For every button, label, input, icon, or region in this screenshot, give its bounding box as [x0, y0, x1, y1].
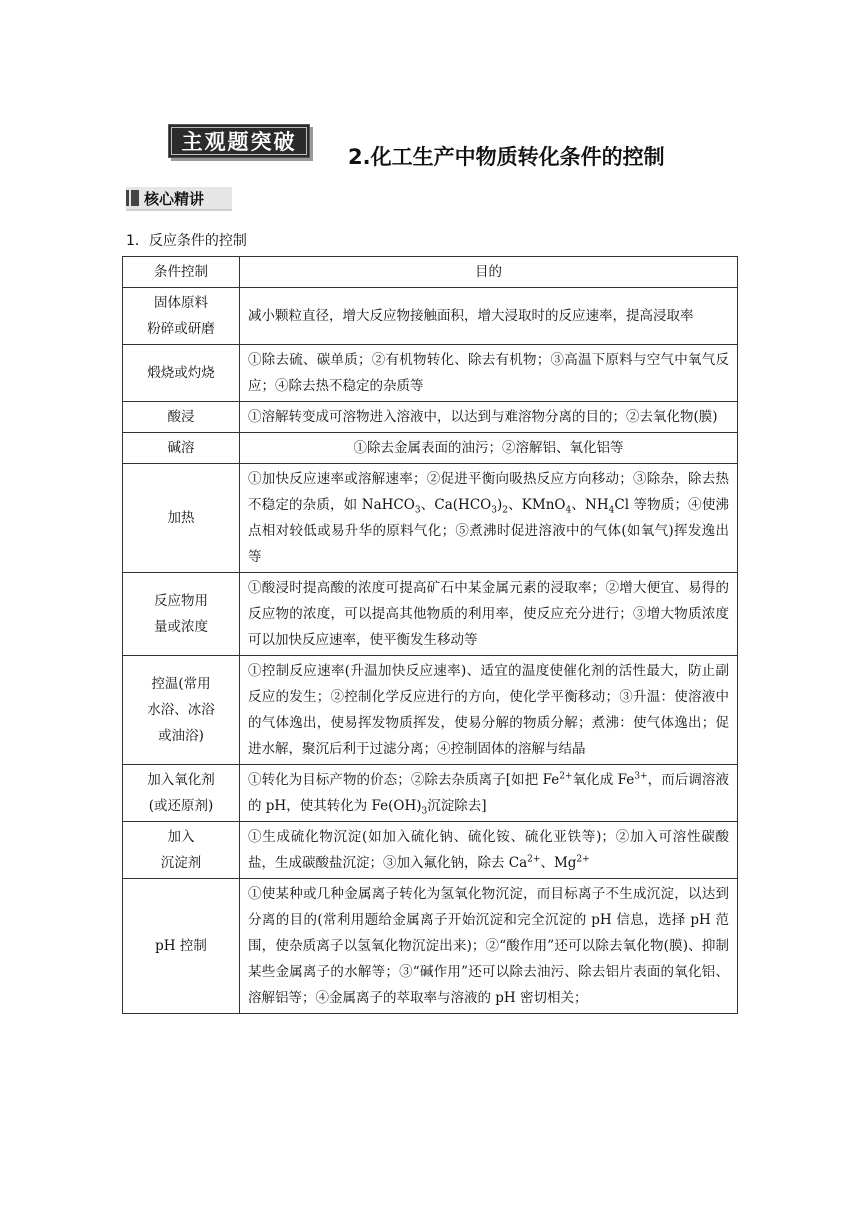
subscript: 4	[608, 505, 615, 516]
condition-text: 加入氧化剂	[147, 772, 215, 788]
purpose-cell	[240, 822, 738, 879]
topic-badge-label: 主观题突破	[181, 130, 297, 154]
purpose-text: Cl 等物质；④使沸点相对较低或易升华的原料气化；⑤煮沸时促进溶液中的气体(如氧气)挥发逸出等	[248, 497, 729, 565]
condition-cell	[123, 822, 240, 879]
purpose-text: 沉淀除去]	[427, 798, 487, 814]
purpose-cell: ①除去硫、碳单质；②有机物转化、除去有机物；③高温下原料与空气中氧气反应；④除去热不稳定的杂质等	[240, 345, 738, 402]
condition-text: 粉碎或研磨	[147, 321, 215, 337]
purpose-cell: ①除去金属表面的油污；②溶解铝、氧化铝等	[240, 433, 738, 464]
condition-text: 反应物用	[154, 593, 208, 609]
table-row	[123, 879, 738, 1014]
subscript: 2	[502, 505, 508, 516]
condition-cell	[123, 573, 240, 656]
section-header	[126, 187, 232, 211]
table-row	[123, 288, 738, 345]
purpose-text: 、NH	[571, 497, 609, 513]
table-row	[123, 573, 738, 656]
condition-cell	[123, 656, 240, 765]
purpose-text: 氧化成 Fe	[572, 772, 635, 788]
table-header-purpose: 目的	[240, 257, 738, 288]
purpose-text: ①转化为目标产物的价态；②除去杂质离子[如把 Fe	[248, 772, 560, 788]
condition-text: 酸浸	[167, 409, 195, 425]
subscript: 4	[565, 505, 572, 516]
condition-text: 加入	[167, 829, 195, 845]
purpose-cell	[240, 464, 738, 573]
table-row	[123, 433, 738, 464]
table-header-row	[123, 257, 738, 288]
table-row	[123, 464, 738, 573]
section-marker-icon	[131, 190, 139, 206]
purpose-text: ①生成硫化物沉淀(如加入硫化钠、硫化铵、硫化亚铁等)；②加入可溶性碳酸盐，生成碳酸盐沉淀；③加入氟化钠，除去 Ca	[248, 829, 729, 871]
topic-badge	[168, 124, 310, 158]
condition-text: 碱溶	[167, 440, 195, 456]
purpose-text: 、Ca(HCO	[420, 497, 492, 513]
purpose-text: 、Mg	[540, 855, 577, 871]
purpose-text: ①加快反应速率或溶解速率；②促进平衡向吸热反应方向移动；③除杂，除去热不稳定的杂质，如 NaHCO	[248, 471, 729, 513]
page-title: 2.化工生产中物质转化条件的控制	[348, 145, 665, 169]
superscript: 3+	[634, 771, 648, 782]
table-row	[123, 822, 738, 879]
condition-text: 固体原料	[154, 295, 208, 311]
subheading: 1．反应条件的控制	[126, 233, 247, 249]
purpose-cell: 减小颗粒直径，增大反应物接触面积，增大浸取时的反应速率，提高浸取率	[240, 288, 738, 345]
superscript: 2+	[527, 854, 541, 865]
purpose-cell: ①溶解转变成可溶物进入溶液中，以达到与难溶物分离的目的；②去氧化物(膜)	[240, 402, 738, 433]
conditions-table	[122, 256, 738, 1014]
condition-text: 煅烧或灼烧	[147, 365, 215, 381]
purpose-cell	[240, 765, 738, 822]
subscript: 3	[414, 505, 421, 516]
purpose-text: ，而后调溶液的 pH，使其转化为 Fe(OH)	[248, 772, 730, 814]
purpose-cell: ①使某种或几种金属离子转化为氢氧化物沉淀，而目标离子不生成沉淀，以达到分离的目的(常利用题给金属离子开始沉淀和完全沉淀的 pH 信息，选择 pH 范围，使杂质离子以氢氧化物沉淀出来)；②“酸作用”还可以除去氧化物(膜)、抑制某些金属离子的水解等；③“碱作用”还可以除去油污、除去铝片表面的氧化铝、溶解铝等；④金属离子的萃取率与溶液的 pH 密切相关；	[240, 879, 738, 1014]
condition-cell	[123, 433, 240, 464]
table-header-condition: 条件控制	[123, 257, 240, 288]
condition-text: 沉淀剂	[160, 855, 202, 871]
table-row	[123, 345, 738, 402]
condition-cell	[123, 345, 240, 402]
superscript: 2+	[559, 771, 573, 782]
condition-cell	[123, 288, 240, 345]
condition-text: pH 控制	[155, 938, 207, 954]
condition-text: 控温(常用	[151, 676, 211, 692]
subscript: 3	[491, 505, 497, 516]
condition-text: 量或浓度	[154, 619, 208, 635]
condition-text: 或油浴)	[158, 728, 204, 744]
condition-cell	[123, 464, 240, 573]
condition-text: 水浴、冰浴	[147, 702, 215, 718]
purpose-text: )	[496, 497, 503, 513]
table-row	[123, 765, 738, 822]
condition-text: 加热	[167, 510, 195, 526]
condition-cell	[123, 765, 240, 822]
condition-cell	[123, 402, 240, 433]
subscript: 3	[421, 806, 428, 817]
condition-cell	[123, 879, 240, 1014]
section-header-label: 核心精讲	[144, 189, 205, 208]
table-row	[123, 402, 738, 433]
purpose-text: 、KMnO	[507, 497, 566, 513]
purpose-cell: ①控制反应速率(升温加快反应速率)、适宜的温度使催化剂的活性最大，防止副反应的发生；②控制化学反应进行的方向，使化学平衡移动；③升温：使溶液中的气体逸出，使易挥发物质挥发，使易分解的物质分解；煮沸：使气体逸出；促进水解，聚沉后利于过滤分离；④控制固体的溶解与结晶	[240, 656, 738, 765]
table-row	[123, 656, 738, 765]
superscript: 2+	[576, 854, 590, 865]
condition-text: (或还原剂)	[148, 798, 214, 814]
purpose-cell: ①酸浸时提高酸的浓度可提高矿石中某金属元素的浸取率；②增大便宜、易得的反应物的浓度，可以提高其他物质的利用率，使反应充分进行；③增大物质浓度可以加快反应速率，使平衡发生移动等	[240, 573, 738, 656]
